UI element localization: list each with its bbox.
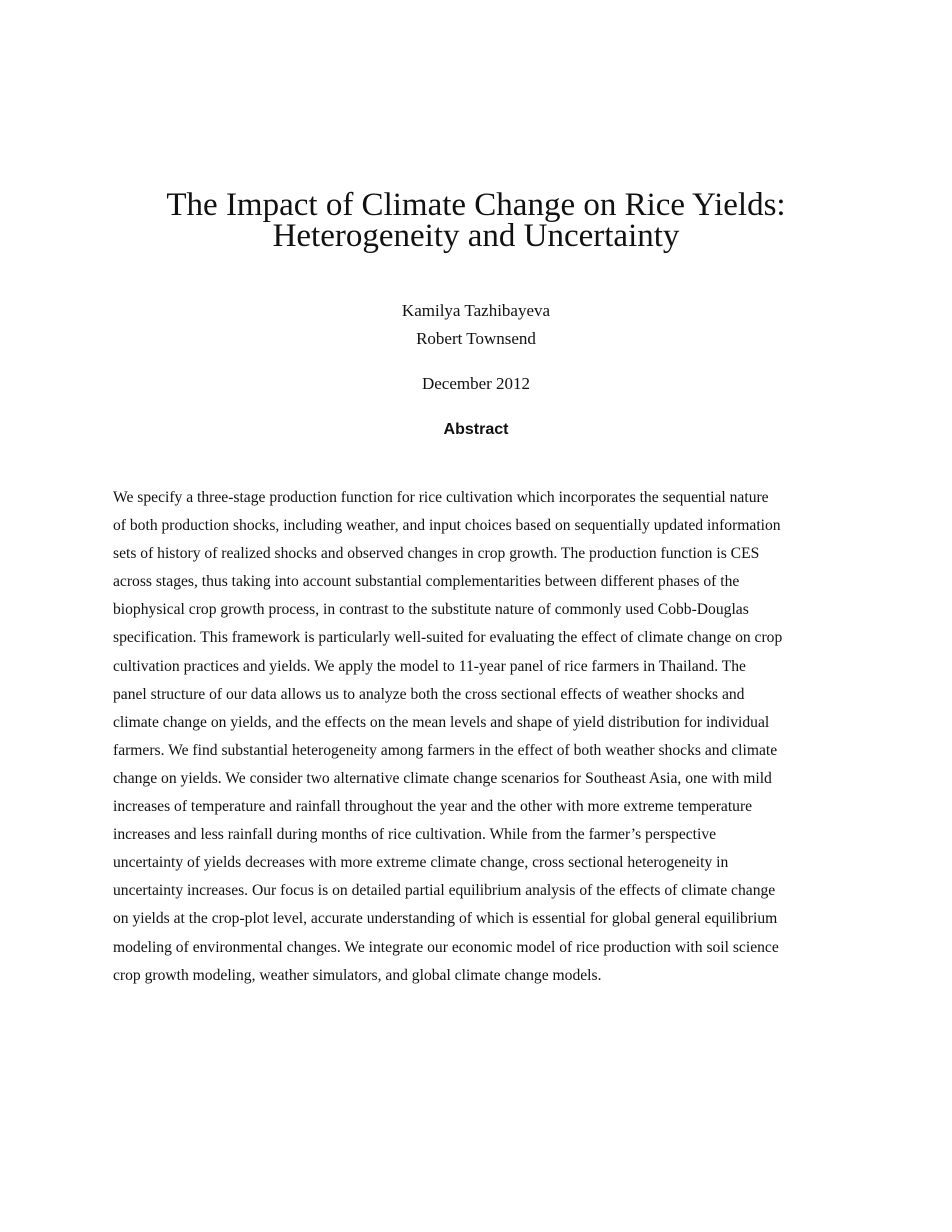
abstract-line: change on yields. We consider two alternative climate change scenarios for Southeast Asia, one with mild: [113, 769, 772, 787]
abstract-body: [113, 484, 848, 990]
abstract-line: farmers. We find substantial heterogeneity among farmers in the effect of both weather shocks and climate: [113, 741, 778, 759]
abstract-line: uncertainty increases. Our focus is on detailed partial equilibrium analysis of the effects of climate change: [113, 882, 776, 900]
abstract-line: of both production shocks, including weather, and input choices based on sequentially updated information: [113, 517, 781, 535]
abstract-heading: Abstract: [443, 421, 509, 438]
paper-title: [0, 187, 952, 254]
abstract-line: sets of history of realized shocks and observed changes in crop growth. The production function is CES: [113, 545, 760, 563]
abstract-line: climate change on yields, and the effects on the mean levels and shape of yield distribution for individual: [113, 713, 770, 731]
abstract-line: biophysical crop growth process, in contrast to the substitute nature of commonly used Cobb-Douglas: [113, 601, 749, 619]
abstract-line: across stages, thus taking into account substantial complementarities between different phases of the: [113, 573, 740, 591]
publication-date: December 2012: [421, 374, 531, 393]
author-name: Robert Townsend: [416, 329, 536, 348]
abstract-line: cultivation practices and yields. We apply the model to 11-year panel of rice farmers in Thailand. The: [113, 657, 746, 675]
title-line: Heterogeneity and Uncertainty: [272, 218, 680, 254]
abstract-line: increases and less rainfall during months of rice cultivation. While from the farmer’s perspective: [113, 826, 717, 844]
author-list: [0, 297, 952, 353]
abstract-line: uncertainty of yields decreases with more extreme climate change, cross sectional heterogeneity in: [113, 854, 729, 872]
abstract-line: modeling of environmental changes. We integrate our economic model of rice production with soil science: [113, 938, 779, 956]
title-line: The Impact of Climate Change on Rice Yields:: [166, 187, 786, 223]
abstract-line: specification. This framework is particularly well-suited for evaluating the effect of climate change on crop: [113, 629, 783, 647]
abstract-line: panel structure of our data allows us to analyze both the cross sectional effects of weather shocks and: [113, 685, 745, 703]
abstract-line: crop growth modeling, weather simulators, and global climate change models.: [113, 966, 602, 984]
author-name: Kamilya Tazhibayeva: [401, 301, 551, 320]
abstract-line: on yields at the crop-plot level, accurate understanding of which is essential for global general equilibrium: [113, 910, 778, 928]
abstract-line: increases of temperature and rainfall throughout the year and the other with more extreme temperature: [113, 798, 753, 816]
abstract-line: We specify a three-stage production function for rice cultivation which incorporates the sequential nature: [113, 489, 769, 506]
